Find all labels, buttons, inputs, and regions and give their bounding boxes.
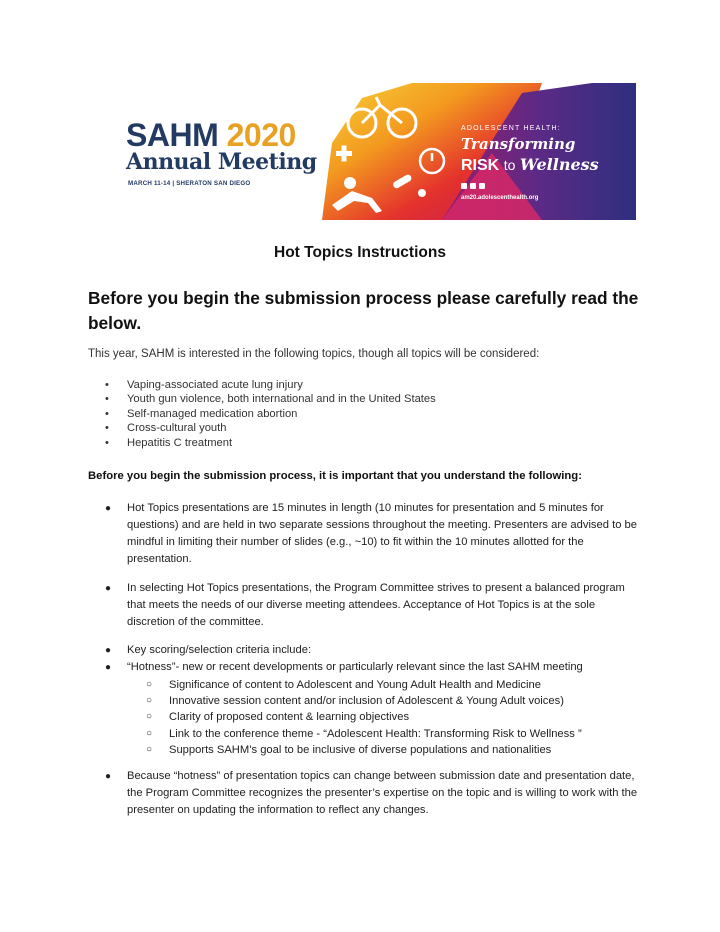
conference-banner	[124, 83, 636, 220]
twitter-icon	[470, 183, 476, 189]
circle-bullet-icon: ○	[146, 695, 153, 707]
conference-url: am20.adolescenthealth.org	[461, 195, 539, 201]
logo-sahm-text: SAHM	[126, 117, 219, 153]
requirements-heading: Before you begin the submission process, it is important that you understand the following:	[88, 470, 582, 482]
logo-meeting-text: Annual Meeting	[126, 149, 317, 175]
theme-wellness: Wellness	[519, 155, 599, 174]
paragraph-text: Key scoring/selection criteria include:	[127, 644, 312, 656]
paragraph-changes	[105, 768, 645, 819]
paragraph-length	[105, 500, 645, 568]
bullet-icon: ●	[105, 645, 112, 656]
paragraph-text: Because “hotness” of presentation topics can change between submission date and presentation date, the Program Committee recognizes the presenter’s expertise on the topic and is willing to work with the presenter on updating the information to reflect any changes.	[127, 770, 638, 816]
paragraph-text: In selecting Hot Topics presentations, the Program Committee strives to present a balanced program that meets the needs of our diverse meeting attendees. Acceptance of Hot Topics is at the sole discretion of the committee.	[127, 582, 625, 628]
list-item	[146, 742, 582, 758]
criteria-text: Clarity of proposed content & learning objectives	[169, 711, 410, 724]
intro-text: This year, SAHM is interested in the following topics, though all topics will be considered:	[88, 348, 540, 360]
facebook-icon	[461, 183, 467, 189]
list-item: • Hepatitis C treatment	[105, 436, 436, 450]
social-icons	[461, 183, 485, 189]
circle-bullet-icon: ○	[146, 727, 153, 739]
bullet-icon: ●	[105, 771, 112, 782]
bullet-icon: ●	[105, 583, 112, 594]
criteria-text: Link to the conference theme - “Adolescent Health: Transforming Risk to Wellness ”	[169, 727, 582, 740]
logo-dates-text: MARCH 11-14 | SHERATON SAN DIEGO	[128, 180, 251, 187]
criteria-text: Significance of content to Adolescent and Young Adult Health and Medicine	[169, 679, 541, 691]
topics-list	[105, 378, 436, 450]
theme-to: to	[503, 157, 516, 173]
logo-year-text: 2020	[226, 117, 296, 153]
list-item: • Youth gun violence, both international and in the United States	[105, 392, 436, 406]
paragraph-text: Hot Topics presentations are 15 minutes in length (10 minutes for presentation and 5 minutes for questions) and are held in two separate sessions throughout the meeting. Presenters are advised to be mindful in limiting their number of slides (e.g., ~10) to fit within the 10 minutes allotted for the presentation.	[127, 502, 637, 565]
logo-title	[126, 119, 296, 151]
list-item	[146, 726, 582, 742]
circle-bullet-icon: ○	[146, 743, 153, 755]
theme-risk: RISK	[461, 157, 500, 174]
paragraph-criteria	[105, 642, 645, 659]
paragraph-selection	[105, 580, 645, 631]
document-heading: Before you begin the submission process please carefully read the below.	[88, 288, 639, 333]
bullet-icon: ●	[105, 503, 112, 514]
theme-subtitle: ADOLESCENT HEALTH:	[461, 125, 561, 132]
circle-bullet-icon: ○	[146, 711, 153, 723]
list-item: • Self-managed medication abortion	[105, 407, 436, 421]
bullet-icon: ●	[105, 662, 112, 673]
theme-risk-wellness	[461, 155, 599, 175]
criteria-text: Innovative session content and/or inclusion of Adolescent & Young Adult voices)	[169, 695, 564, 708]
list-item	[146, 693, 582, 709]
list-item	[146, 709, 582, 725]
paragraph-text: “Hotness”- new or recent developments or particularly relevant since the last SAHM meeting	[127, 661, 583, 673]
paragraph-hotness	[105, 659, 645, 676]
theme-transforming: Transforming	[461, 135, 576, 153]
document-title: Hot Topics Instructions	[274, 244, 446, 261]
list-item: • Vaping-associated acute lung injury	[105, 378, 436, 392]
linkedin-icon	[479, 183, 485, 189]
criteria-list	[146, 677, 582, 758]
criteria-text: Supports SAHM’s goal to be inclusive of diverse populations and nationalities	[169, 743, 552, 756]
list-item: • Cross-cultural youth	[105, 421, 436, 435]
list-item	[146, 677, 582, 693]
circle-bullet-icon: ○	[146, 679, 153, 690]
